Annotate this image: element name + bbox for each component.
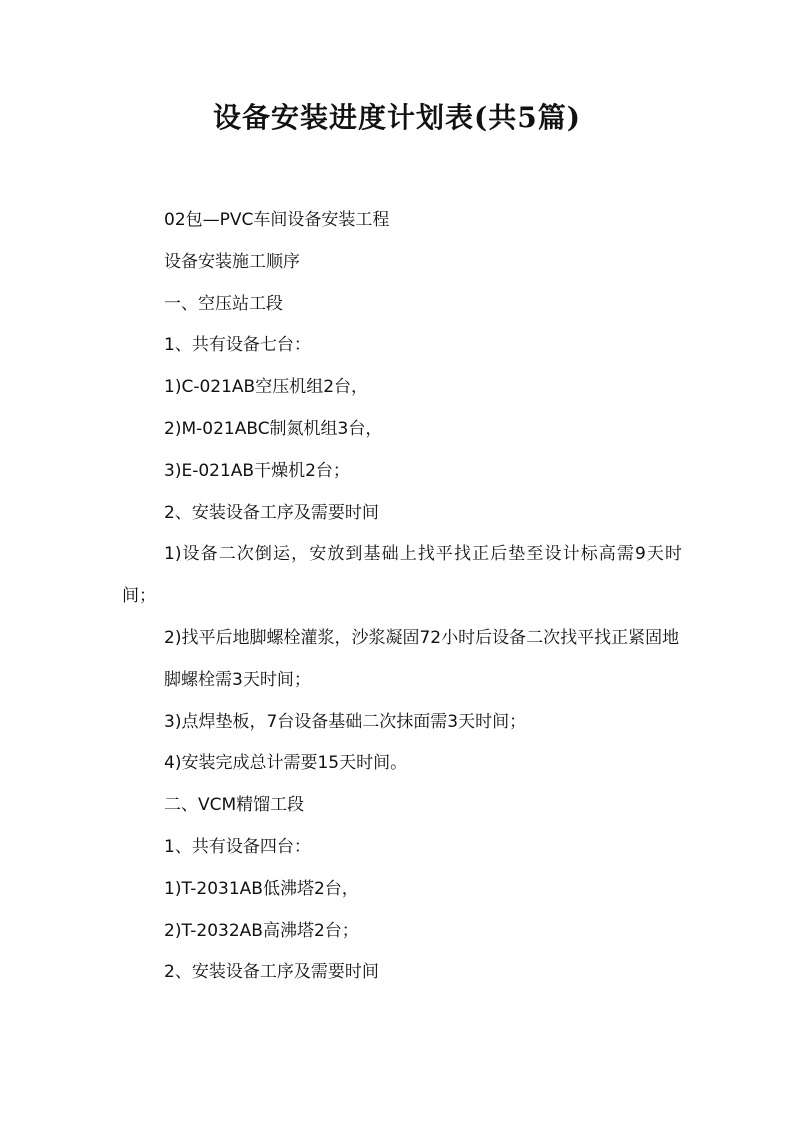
document-title: 设备安装进度计划表(共5篇) [213,101,581,134]
list-item: 2)M-021ABC制氮机组3台， [164,418,383,439]
list-item: 2)T-2032AB高沸塔2台； [164,920,359,941]
paragraph-line: 2、安装设备工序及需要时间 [164,502,379,523]
paragraph-line: 02包—PVC车间设备安装工程 [164,210,390,230]
section-heading: 二、VCM精馏工段 [164,795,305,816]
paragraph-line: 设备安装施工顺序 [164,251,300,272]
list-item: 1)C-021AB空压机组2台， [164,377,369,398]
list-item: 3)点焊垫板，7台设备基础二次抹面需3天时间； [164,711,527,732]
wrapped-paragraph: 2)找平后地脚螺栓灌浆，沙浆凝固72小时后设备二次找平找正紧固地 [164,627,680,648]
paragraph-line: 脚螺栓需3天时间； [164,669,311,690]
document-body [122,200,682,994]
paragraph-line: 1、共有设备七台： [164,335,311,356]
list-item: 4)安装完成总计需要15天时间。 [164,753,408,774]
wrapped-paragraph: 1)设备二次倒运，安放到基础上找平找正后垫至设计标高需9天时间； [122,544,682,607]
section-heading: 一、空压站工段 [164,293,283,314]
list-item: 1)T-2031AB低沸塔2台， [164,878,359,899]
list-item: 3)E-021AB干燥机2台； [164,460,350,481]
paragraph-line: 1、共有设备四台： [164,836,311,857]
paragraph-line: 2、安装设备工序及需要时间 [164,962,379,983]
